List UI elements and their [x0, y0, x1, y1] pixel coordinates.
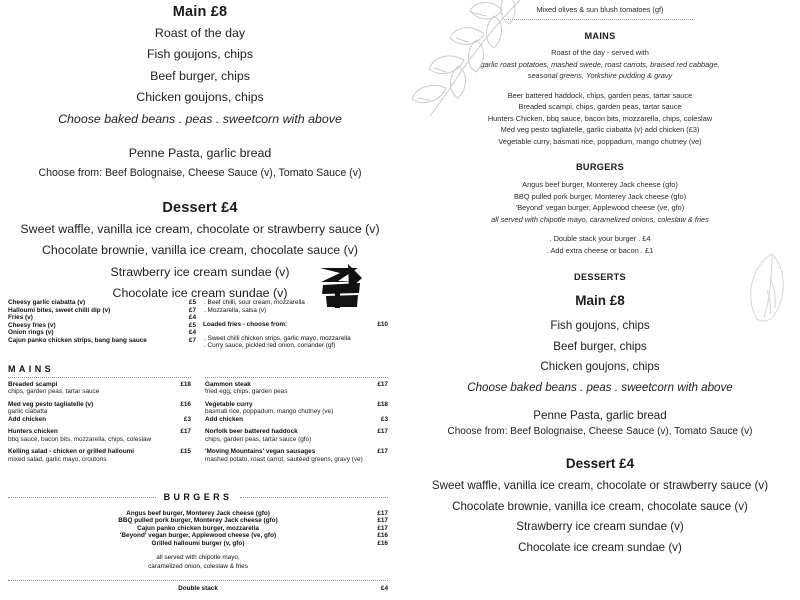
starter-name: Halloumi bites, sweet chilli dip (v): [8, 306, 111, 314]
mains-item: [8, 448, 191, 463]
mains-item-name: Med veg pesto tagliatelle (v): [8, 400, 94, 408]
burger-row: [8, 540, 388, 548]
right-dessert-item: Strawberry ice cream sundae (v): [516, 520, 684, 534]
mains-item-price: £17: [377, 380, 388, 388]
mains-column-left: [8, 381, 191, 464]
starter-price: £4: [188, 329, 196, 337]
right-mains-heading: MAINS: [584, 31, 616, 42]
mains-item-price: £17: [377, 448, 388, 456]
starter-price: £7: [188, 306, 196, 314]
left-dessert-item: Strawberry ice cream sundae (v): [110, 264, 290, 279]
burger-name: 'Beyond' vegan burger, Applewood cheese (ve, gfo): [119, 532, 277, 540]
mains-item-name: Vegetable curry: [205, 400, 253, 408]
burger-price: £16: [377, 539, 388, 547]
mains-item-name: Norfolk beer battered haddock: [205, 428, 298, 436]
starters-list: [8, 299, 196, 344]
starter-name: Onion rings (v): [8, 329, 54, 337]
mains-item-price: £3: [183, 415, 191, 423]
mains-item-name: Gammon steak: [205, 380, 251, 388]
right-mains-item: Med veg pesto tagliatelle, garlic ciabatta (v) add chicken (£3): [500, 125, 700, 135]
mains-item-name: Add chicken: [205, 415, 243, 423]
mains-item-name: Add chicken: [8, 415, 46, 423]
burger-row: [8, 510, 388, 518]
mains-item-price: £18: [180, 380, 191, 388]
left-main-item: Fish goujons, chips: [146, 47, 254, 62]
left-dessert-item: Chocolate ice cream sundae (v): [112, 286, 288, 301]
mains-item-price: £16: [180, 400, 191, 408]
mains-divider: [8, 377, 388, 378]
left-pasta-note: Choose from: Beef Bolognaise, Cheese Sauce (v), Tomato Sauce (v): [38, 167, 362, 180]
starter-name: Cajun panko chicken strips, bang bang sauce: [8, 336, 147, 344]
right-pasta-title: Penne Pasta, garlic bread: [533, 409, 667, 423]
mains-item: [8, 401, 191, 424]
right-main-heading: Main £8: [575, 293, 625, 309]
right-burger-extra: . Add extra cheese or bacon . £1: [546, 245, 654, 255]
leaf-icon: [742, 252, 794, 322]
starter-row: [8, 322, 196, 330]
burger-name: BBQ pulled pork burger, Monterey Jack cheese (gfo): [118, 517, 278, 525]
double-stack-price: £4: [380, 585, 388, 592]
burger-price: £17: [377, 524, 388, 532]
loaded-fries-title: Loaded fries - choose from:: [203, 321, 288, 329]
right-olives-item: Mixed olives & sun blush tomatoes (gf): [536, 5, 664, 14]
burger-name: Grilled halloumi burger (v, gfo): [151, 539, 245, 547]
mains-column-right: [205, 381, 388, 464]
starter-row: [8, 307, 196, 315]
burgers-heading-row: [8, 492, 388, 503]
loaded-fries-block: [203, 299, 388, 350]
starter-price: £5: [188, 321, 196, 329]
right-main-item: Beef burger, chips: [553, 339, 647, 353]
burgers-rule-left: [8, 497, 156, 498]
right-pasta-note: Choose from: Beef Bolognaise, Cheese Sauce (v), Tomato Sauce (v): [447, 426, 753, 437]
right-main-item: Chicken goujons, chips: [540, 360, 660, 374]
mains-item-price: £3: [380, 415, 388, 423]
right-burger-extra: . Double stack your burger . £4: [549, 234, 651, 244]
burger-name: Angus beef burger, Monterey Jack cheese (gfo): [126, 509, 270, 517]
right-dessert-item: Sweet waffle, vanilla ice cream, chocolate or strawberry sauce (v): [431, 479, 769, 492]
mains-item-name: Hunters chicken: [8, 428, 58, 436]
mains-item-name: Breaded scampi: [8, 380, 58, 388]
double-stack-divider: [8, 580, 388, 581]
right-roast-line: Roast of the day - served with: [551, 48, 649, 58]
starter-row: [8, 337, 196, 345]
mains-item-desc: basmati rice, poppadum, mango chutney (ve): [205, 408, 334, 416]
mains-section-title: MAINS: [8, 364, 54, 374]
mains-item-desc: mixed salad, garlic mayo, croutons: [8, 455, 107, 463]
starter-row: [8, 329, 196, 337]
right-mains-item: Breaded scampi, chips, garden peas, tartar sauce: [518, 102, 682, 112]
burger-price: £16: [377, 532, 388, 540]
burgers-rule-right: [240, 497, 388, 498]
loaded-fries-option: . Sweet chilli chicken strips, garlic mayo, mozzarella: [204, 334, 351, 342]
right-burgers-note: all served with chipotle mayo, caramelized onions, coleslaw & fries: [491, 214, 709, 224]
mains-section: [8, 364, 388, 464]
right-main-sides-note: Choose baked beans . peas . sweetcorn with above: [467, 380, 733, 394]
burger-row: [8, 525, 388, 533]
botanical-branch-icon: [406, 0, 536, 119]
burger-name: Cajun panko chicken burger, mozzarella: [137, 524, 259, 532]
right-page: [400, 0, 800, 600]
left-dessert-item: Chocolate brownie, vanilla ice cream, chocolate sauce (v): [41, 243, 359, 258]
right-dessert-item: Chocolate brownie, vanilla ice cream, chocolate sauce (v): [452, 499, 748, 513]
left-pasta-title: Penne Pasta, garlic bread: [128, 146, 272, 161]
starter-row: [8, 314, 196, 322]
right-burgers-heading: BURGERS: [575, 162, 625, 173]
burgers-note: [8, 554, 388, 571]
mains-item: [205, 428, 388, 443]
right-mains-item: Hunters Chicken, bbq sauce, bacon bits, mozzarella, chips, coleslaw: [487, 113, 713, 123]
left-main-item: Roast of the day: [154, 26, 246, 40]
mains-item-desc: bbq sauce, bacon bits, mozzarella, chips, coleslaw: [8, 435, 152, 443]
starter-name: Fries (v): [8, 314, 33, 322]
left-main-heading: Main £8: [172, 4, 228, 20]
mains-item-name: 'Moving Mountains' vegan sausages: [205, 448, 316, 456]
mains-item-price: £17: [377, 428, 388, 436]
loaded-fries-row: [203, 321, 388, 329]
burger-price: £17: [377, 509, 388, 517]
mains-item: [205, 401, 388, 424]
loaded-fries-option: . Curry sauce, pickled red onion, coriander (gf): [204, 342, 336, 350]
burger-row: [8, 532, 388, 540]
mains-item-name: Kelling salad - chicken or grilled halloumi: [8, 448, 135, 456]
burgers-note-line: all served with chipotle mayo,: [156, 554, 240, 562]
burgers-note-line: caramelized onion, coleslaw & fries: [148, 562, 248, 570]
mains-item-price: £18: [377, 400, 388, 408]
starter-row: [8, 299, 196, 307]
left-main-sides-note: Choose baked beans . peas . sweetcorn with above: [58, 111, 342, 126]
mains-item-desc: mashed potato, roast carrot, sautéed greens, gravy (ve): [205, 455, 363, 463]
right-desserts-heading: DESSERTS: [574, 272, 626, 283]
mains-item: [205, 448, 388, 463]
burgers-section: [8, 492, 388, 593]
mains-item-price: £17: [180, 428, 191, 436]
mains-item-desc: garlic ciabatta: [8, 408, 48, 416]
right-burger-item: 'Beyond' vegan burger, Applewood cheese (ve, gfo): [515, 203, 685, 213]
mains-item-desc: chips, garden peas, tartar sauce: [8, 388, 100, 396]
starter-name: Cheesy fries (v): [8, 321, 56, 329]
right-mains-item: Beer battered haddock, chips, garden peas, tartar sauce: [507, 90, 693, 100]
right-burger-item: Angus beef burger, Monterey Jack cheese (gfo): [522, 180, 678, 190]
right-roast-desc: seasonal greens, Yorkshire pudding & gravy: [527, 71, 673, 81]
double-stack-name: Double stack: [178, 585, 218, 592]
burger-price: £17: [377, 517, 388, 525]
right-dessert-item: Chocolate ice cream sundae (v): [518, 540, 682, 554]
burgers-list: [8, 510, 388, 548]
right-dessert-heading: Dessert £4: [565, 456, 635, 471]
loaded-fries-topping: . Beef chilli, sour cream, mozzarella: [204, 299, 305, 306]
mains-item-desc: fried egg, chips, garden peas: [205, 388, 288, 396]
right-mains-item: Vegetable curry, basmati rice, poppadum, mango chutney (ve): [498, 136, 702, 146]
loaded-fries-topping: . Mozzarella, salsa (v): [204, 306, 267, 314]
left-dessert-item: Sweet waffle, vanilla ice cream, chocolate or strawberry sauce (v): [20, 222, 380, 237]
double-stack-row: [8, 585, 388, 593]
left-main-item: Beef burger, chips: [150, 68, 250, 83]
mains-item-desc: chips, garden peas, tartar sauce (gfo): [205, 435, 312, 443]
loaded-fries-price: £10: [377, 321, 388, 329]
mains-item: [8, 428, 191, 443]
starter-price: £7: [188, 336, 196, 344]
mains-item: [8, 381, 191, 396]
right-roast-desc: garlic roast potatoes, mashed swede, roast carrots, braised red cabbage,: [480, 59, 720, 69]
mains-item: [205, 381, 388, 396]
right-main-item: Fish goujons, chips: [550, 319, 650, 333]
burger-row: [8, 517, 388, 525]
mains-item-price: £15: [180, 448, 191, 456]
starter-price: £4: [188, 314, 196, 322]
starter-price: £5: [188, 299, 196, 306]
left-main-item: Chicken goujons, chips: [136, 90, 264, 105]
left-dessert-heading: Dessert £4: [162, 200, 238, 217]
starter-name: Cheesy garlic ciabatta (v): [8, 299, 86, 306]
right-burger-item: BBQ pulled pork burger, Monterey Jack cheese (gfo): [513, 191, 687, 201]
burgers-section-title: BURGERS: [163, 492, 233, 502]
